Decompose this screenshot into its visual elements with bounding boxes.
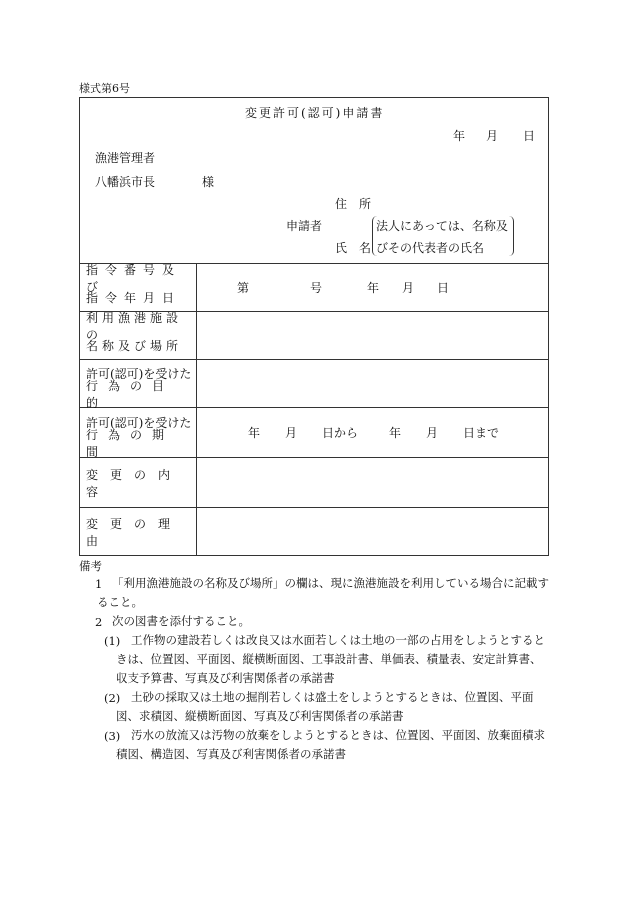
directive-month: 月 [402,281,415,295]
sub-3-number: (3) [104,729,121,743]
directive-year: 年 [367,281,380,295]
row-label [80,508,197,556]
period-end-month: 月 [426,426,439,440]
period-end-day: 日まで [463,426,500,440]
change-content-field[interactable] [197,458,549,508]
sub-2-text: 土砂の採取又は土地の掘削若しくは盛土をしようとするときは、位置図、平面図、求積図、縦横断面図、写真及び利害関係者の承諾書 [116,690,534,723]
change-reason-field[interactable] [197,508,549,556]
note-1-number: 1 [95,577,103,591]
sub-1-text: 工作物の建設若しくは改良又は水面若しくは土地の一部の占用をしようとするときは、位置図、平面図、縦横断面図、工事設計書、単価表、積量表、安定計算書、収支予算書、写真及び利害関係者の承諾書 [116,633,545,685]
row-label [80,360,197,408]
table-row [80,312,549,360]
row-label-line: 行為の期間 [86,427,175,459]
row-label-line: 指令年月日 [86,291,182,305]
purpose-field[interactable] [197,360,549,408]
sub-3-text: 汚水の放流又は汚物の放棄をしようとするときは、位置図、平面図、放棄面積求積図、構造図、写真及び利害関係者の承諾書 [116,728,545,761]
period-start-day: 日から [322,426,359,440]
row-label-line: 名称及び場所 [86,339,183,353]
directive-number-field[interactable] [197,264,549,312]
period-start-month: 月 [285,426,298,440]
notes-heading: 備考 [79,559,102,573]
application-table [79,263,549,556]
sub-2-number: (2) [104,691,121,705]
row-label-line: 許可(認可)を受けた [86,367,192,381]
document-title: 変更許可(認可)申請書 [245,106,385,120]
bracket-line-1: 法人にあっては、名称及 [376,219,508,233]
row-label-line: 変更の内容 [86,467,183,499]
addressee-name: 八幡浜市長 [95,175,156,189]
sub-1-number: (1) [104,634,121,648]
note-2-number: 2 [95,615,103,629]
row-label [80,408,197,458]
addressee-title: 漁港管理者 [95,151,156,165]
bracket-line-2: びその代表者の氏名 [376,241,485,255]
row-label-line: 変更の理由 [86,516,183,548]
row-label-line: 指令番号及び [86,262,182,294]
date-month: 月 [486,129,499,143]
address-label: 住所 [335,197,384,211]
row-label-line: 行為の目的 [86,378,175,410]
note-1-text: 「利用漁港施設の名称及び場所」の欄は、現に漁港施設を利用している場合に記載すること。 [97,576,549,609]
period-field[interactable] [197,408,549,458]
directive-dai: 第 [237,281,250,295]
table-row [80,264,549,312]
row-label-line: 利用漁港施設の [86,310,183,342]
period-end-year: 年 [389,426,402,440]
date-day: 日 [523,129,536,143]
date-year: 年 [453,129,466,143]
row-label-line: 許可(認可)を受けた [86,416,192,430]
applicant-label: 申請者 [286,219,323,233]
row-label [80,264,197,312]
period-start-year: 年 [248,426,261,440]
directive-go: 号 [310,281,323,295]
table-row [80,360,549,408]
note-2-text: 次の図書を添付すること。 [112,614,250,628]
table-row [80,458,549,508]
name-label: 氏名 [335,241,384,255]
facility-name-location-field[interactable] [197,312,549,360]
table-row [80,408,549,458]
form-number: 様式第6号 [79,82,130,95]
directive-day: 日 [437,281,450,295]
row-label [80,312,197,360]
table-row [80,508,549,556]
addressee-honorific: 様 [202,175,215,189]
row-label [80,458,197,508]
